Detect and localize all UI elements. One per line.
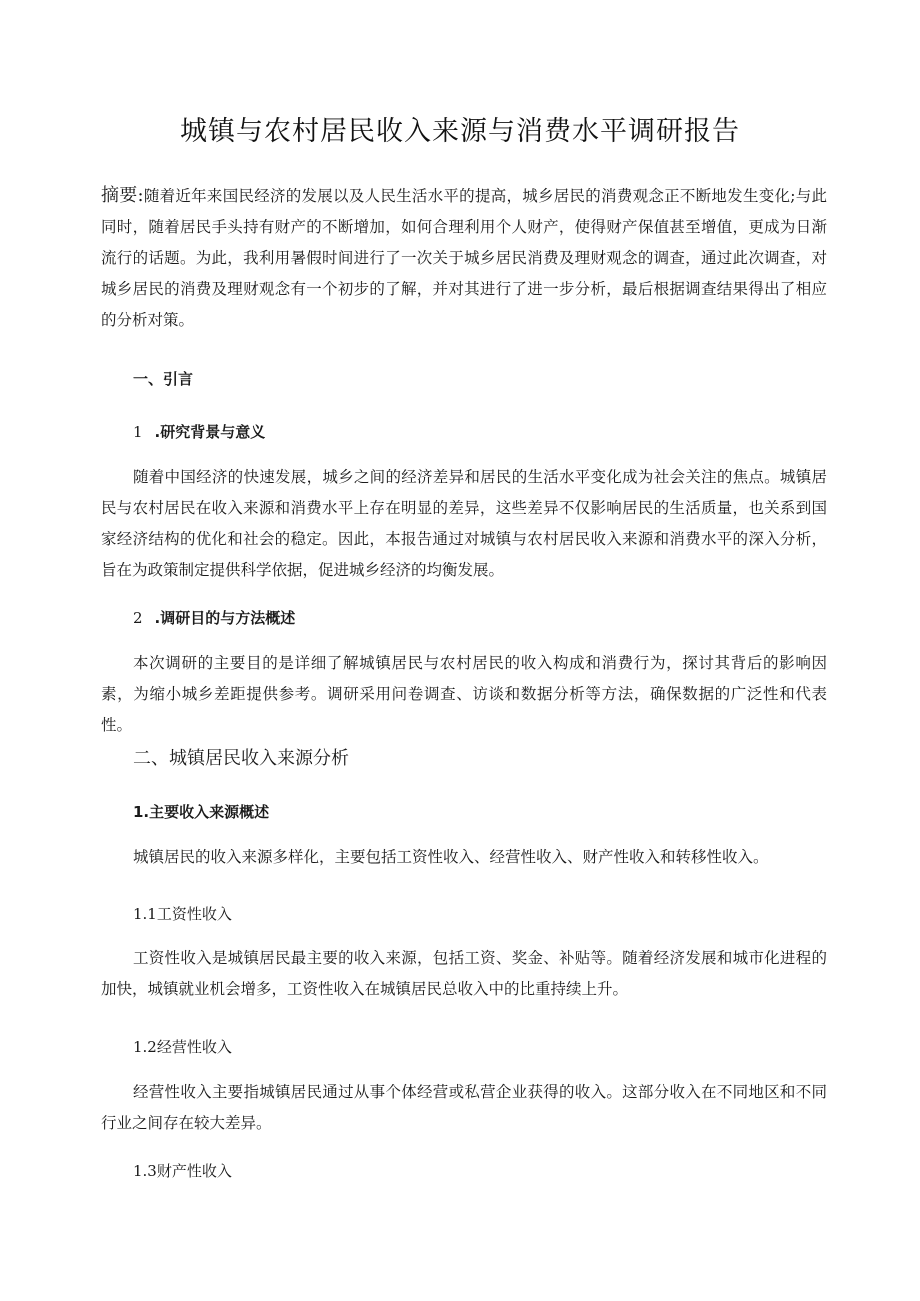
section-1-2-paragraph: 本次调研的主要目的是详细了解城镇居民与农村居民的收入构成和消费行为，探讨其背后的影响因素，为缩小城乡差距提供参考。调研采用问卷调查、访谈和数据分析等方法，确保数据的广泛性和代表性。	[101, 654, 827, 734]
section-2-1-2-heading: 1.2经营性收入	[133, 1038, 232, 1056]
section-2-1-paragraph: 城镇居民的收入来源多样化，主要包括工资性收入、经营性收入、财产性收入和转移性收入。	[133, 848, 769, 866]
section-2-1-1-heading: 1.1工资性收入	[133, 905, 232, 923]
section-1-2-number: 2	[133, 609, 143, 627]
section-2-1-2-paragraph: 经营性收入主要指城镇居民通过从事个体经营或私营企业获得的收入。这部分收入在不同地区和不同行业之间存在较大差异。	[101, 1083, 827, 1132]
section-1-1-number: 1	[133, 423, 143, 441]
section-1-2-heading	[133, 607, 295, 628]
section-1-heading: 一、引言	[133, 370, 194, 388]
section-1-1-title: .研究背景与意义	[154, 423, 266, 441]
abstract-text: 随着近年来国民经济的发展以及人民生活水平的提高，城乡居民的消费观念正不断地发生变化;与此同时，随着居民手头持有财产的不断增加，如何合理利用个人财产，使得财产保值甚至增值，更成为日渐流行的话题。为此，我利用暑假时间进行了一次关于城乡居民消费及理财观念的调查，通过此次调查，对城乡居民的消费及理财观念有一个初步的了解，并对其进行了进一步分析，最后根据调查结果得出了相应的分析对策。	[101, 187, 827, 329]
abstract	[101, 180, 827, 336]
document-title: 城镇与农村居民收入来源与消费水平调研报告	[180, 116, 740, 147]
section-2-heading: 二、城镇居民收入来源分析	[133, 748, 349, 769]
section-2-1-1-paragraph: 工资性收入是城镇居民最主要的收入来源，包括工资、奖金、补贴等。随着经济发展和城市化进程的加快，城镇就业机会增多，工资性收入在城镇居民总收入中的比重持续上升。	[101, 949, 827, 998]
section-1-2-title: .调研目的与方法概述	[154, 609, 296, 627]
section-2-1-3-heading: 1.3财产性收入	[133, 1162, 232, 1180]
section-2-1-heading: 1.主要收入来源概述	[133, 803, 270, 821]
section-1-1-heading	[133, 421, 265, 442]
abstract-label: 摘要:	[101, 185, 144, 206]
section-1-1-paragraph: 随着中国经济的快速发展，城乡之间的经济差异和居民的生活水平变化成为社会关注的焦点。城镇居民与农村居民在收入来源和消费水平上存在明显的差异，这些差异不仅影响居民的生活质量，也关系到国家经济结构的优化和社会的稳定。因此，本报告通过对城镇与农村居民收入来源和消费水平的深入分析，旨在为政策制定提供科学依据，促进城乡经济的均衡发展。	[101, 468, 827, 579]
